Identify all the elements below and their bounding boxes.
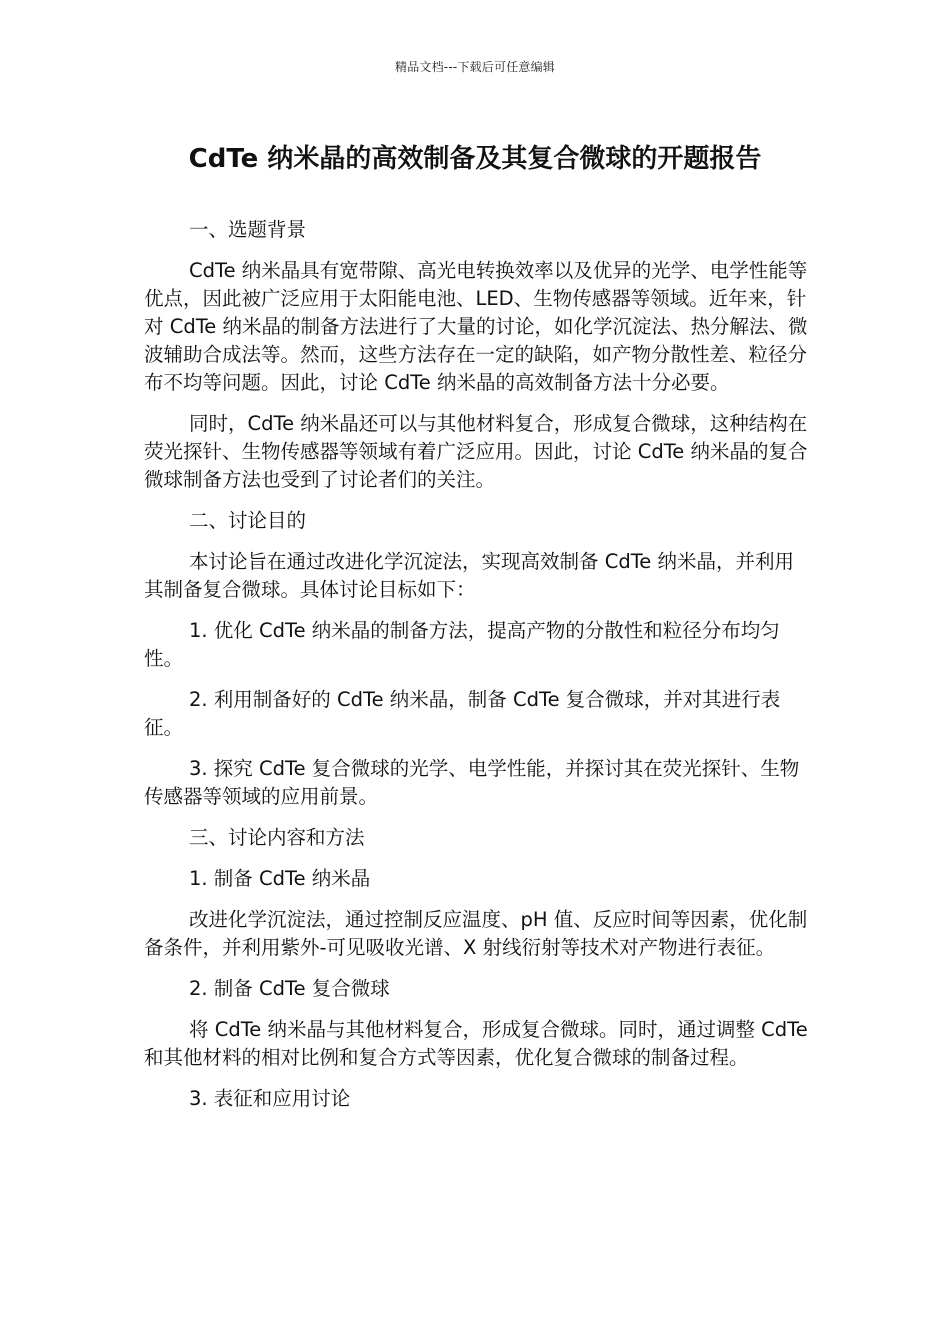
- paragraph-prepare-nanocrystal: 改进化学沉淀法，通过控制反应温度、pH 值、反应时间等因素，优化制备条件，并利用紫外-可见吸收光谱、X 射线衍射等技术对产物进行表征。: [144, 908, 808, 959]
- list-item-goal-2: 2. 利用制备好的 CdTe 纳米晶，制备 CdTe 复合微球，并对其进行表征。: [144, 688, 781, 739]
- list-item-goal-1: 1. 优化 CdTe 纳米晶的制备方法，提高产物的分散性和粒径分布均匀性。: [144, 619, 780, 670]
- section-heading-purpose: 二、讨论目的: [189, 509, 307, 532]
- section-heading-methods: 三、讨论内容和方法: [189, 826, 365, 849]
- paragraph-purpose-intro: 本讨论旨在通过改进化学沉淀法，实现高效制备 CdTe 纳米晶，并利用其制备复合微球。具体讨论目标如下：: [144, 550, 794, 601]
- page-header: 精品文档---下载后可任意编辑: [395, 60, 555, 74]
- subheading-prepare-microsphere: 2. 制备 CdTe 复合微球: [189, 977, 390, 1000]
- document-title: CdTe 纳米晶的高效制备及其复合微球的开题报告: [188, 144, 762, 174]
- subheading-characterization: 3. 表征和应用讨论: [189, 1087, 351, 1110]
- document-body: [144, 216, 808, 1126]
- paragraph-background-1: CdTe 纳米晶具有宽带隙、高光电转换效率以及优异的光学、电学性能等优点，因此被广泛应用于太阳能电池、LED、生物传感器等领域。近年来，针对 CdTe 纳米晶的制备方法进行了大量的讨论，如化学沉淀法、热分解法、微波辅助合成法等。然而，这些方法存在一定的缺陷，如产物分散性差、粒径分布不均等问题。因此，讨论 CdTe 纳米晶的高效制备方法十分必要。: [144, 259, 808, 394]
- paragraph-background-2: 同时，CdTe 纳米晶还可以与其他材料复合，形成复合微球，这种结构在荧光探针、生物传感器等领域有着广泛应用。因此，讨论 CdTe 纳米晶的复合微球制备方法也受到了讨论者们的关注。: [144, 412, 808, 491]
- paragraph-prepare-microsphere: 将 CdTe 纳米晶与其他材料复合，形成复合微球。同时，通过调整 CdTe 和其他材料的相对比例和复合方式等因素，优化复合微球的制备过程。: [144, 1018, 808, 1069]
- list-item-goal-3: 3. 探究 CdTe 复合微球的光学、电学性能，并探讨其在荧光探针、生物传感器等领域的应用前景。: [144, 757, 800, 808]
- subheading-prepare-nanocrystal: 1. 制备 CdTe 纳米晶: [189, 867, 371, 890]
- section-heading-background: 一、选题背景: [189, 218, 307, 241]
